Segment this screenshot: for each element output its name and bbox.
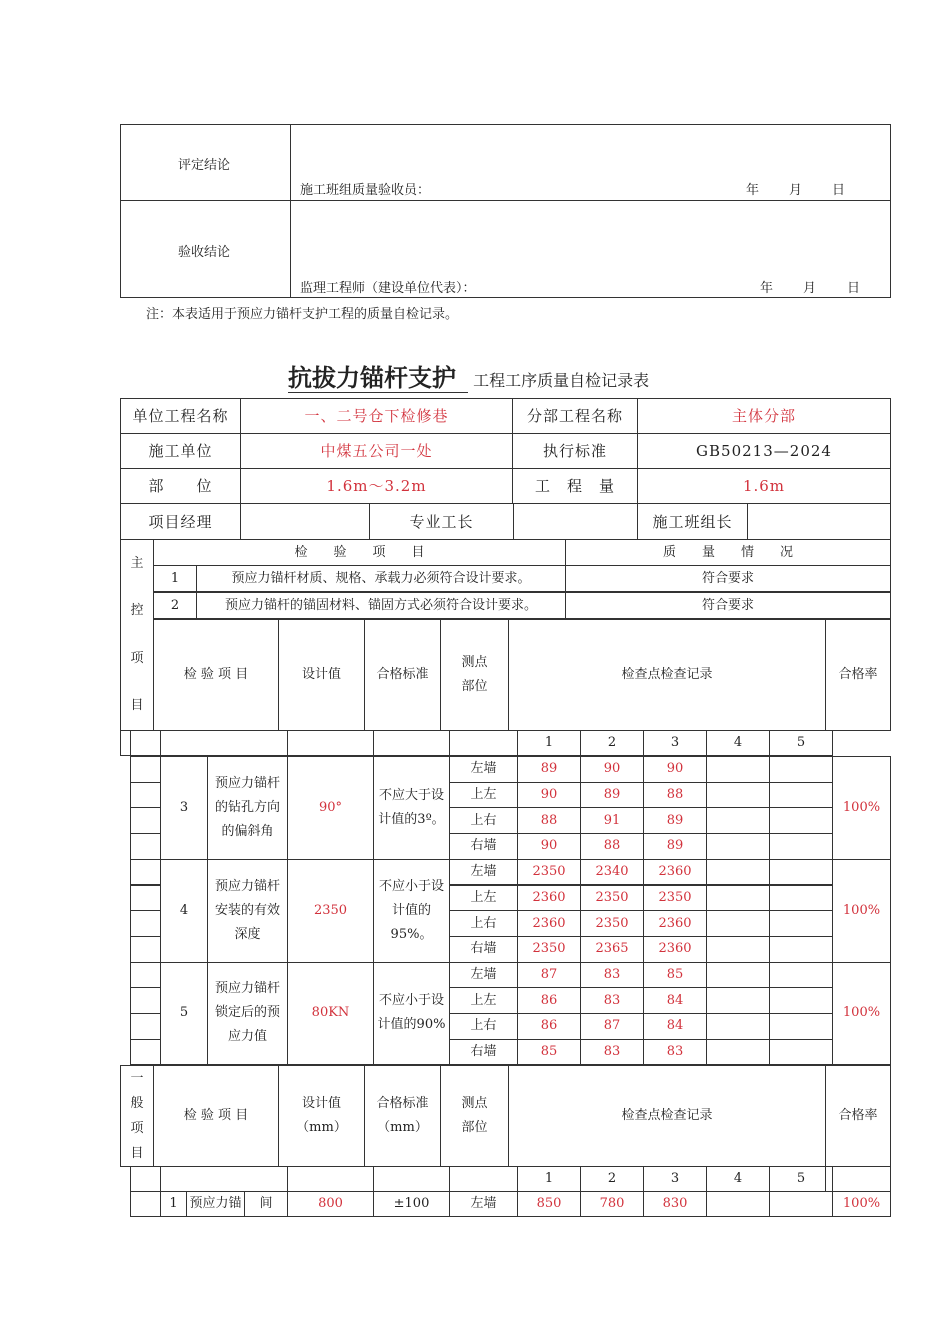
date-day: 日 — [847, 281, 861, 296]
measure-value — [706, 1039, 770, 1066]
general-col-item: 检 验 项 目 — [153, 1065, 279, 1167]
main-item-header: 检 验 项 目 — [153, 539, 566, 566]
blank — [130, 756, 161, 783]
measured-pass-rate: 100% — [832, 962, 891, 1066]
measure-value: 2360 — [643, 936, 707, 963]
main-control-side: 主 控 项 目 — [120, 539, 154, 731]
measure-value: 2350 — [580, 885, 644, 912]
measure-value: 88 — [517, 807, 581, 834]
measure-value — [706, 987, 770, 1014]
measure-value — [706, 859, 770, 886]
measured-design-value: 90° — [287, 756, 374, 860]
measure-value — [706, 962, 770, 989]
general-col-point: 测点 部位 — [440, 1065, 509, 1167]
col-standard-header: 合格标准 — [364, 619, 441, 731]
measure-value: 83 — [643, 1039, 707, 1066]
measure-value: 83 — [580, 987, 644, 1014]
measure-position: 上右 — [449, 1013, 518, 1040]
team-inspector-sign: 施工班组质量验收员： — [300, 183, 431, 198]
point-number: 5 — [769, 730, 833, 756]
measure-value: 90 — [643, 756, 707, 783]
date-year: 年 — [746, 183, 760, 198]
evaluation-label: 评定结论 — [178, 158, 231, 173]
general-item-no: 1 — [160, 1191, 187, 1217]
general-design-value: 800 — [287, 1191, 374, 1217]
measure-position: 上左 — [449, 987, 518, 1014]
measure-value: 87 — [580, 1013, 644, 1040]
blank — [373, 730, 450, 756]
measure-value — [769, 936, 833, 963]
blank — [130, 782, 161, 809]
date-month: 月 — [803, 281, 817, 296]
general-value — [769, 1191, 833, 1217]
blank — [130, 1013, 161, 1040]
measure-position: 上右 — [449, 910, 518, 937]
general-value: 850 — [517, 1191, 581, 1217]
measure-value — [706, 885, 770, 912]
general-item-name: 预应力锚 — [186, 1191, 245, 1217]
point-number: 3 — [643, 1166, 707, 1192]
measure-value: 86 — [517, 987, 581, 1014]
measure-position: 右墙 — [449, 833, 518, 860]
measure-value: 88 — [580, 833, 644, 860]
measure-value: 87 — [517, 962, 581, 989]
blank — [130, 987, 161, 1014]
measure-value: 91 — [580, 807, 644, 834]
measure-position: 上右 — [449, 807, 518, 834]
measure-value: 2360 — [517, 910, 581, 937]
col-point-header: 测点 部位 — [440, 619, 509, 731]
measure-value: 84 — [643, 987, 707, 1014]
measure-value — [769, 807, 833, 834]
blank — [287, 730, 374, 756]
general-pass-rate: 100% — [832, 1191, 891, 1217]
measure-value: 90 — [580, 756, 644, 783]
measured-design-value: 2350 — [287, 859, 374, 963]
point-number: 4 — [706, 730, 770, 756]
unit-project-label: 单位工程名称 — [120, 398, 241, 434]
measure-value: 2360 — [643, 910, 707, 937]
foreman-value — [513, 503, 638, 540]
measure-position: 右墙 — [449, 1039, 518, 1066]
blank — [449, 730, 518, 756]
measure-value: 2360 — [517, 885, 581, 912]
measure-position: 上左 — [449, 782, 518, 809]
blank — [130, 910, 161, 937]
sub-project-value: 主体分部 — [637, 398, 891, 434]
location-label: 部 位 — [120, 468, 241, 504]
title-main: 抗拔力锚杆支护 — [288, 363, 468, 393]
general-col-record: 检查点检查记录 — [508, 1065, 826, 1167]
measure-value: 2350 — [517, 936, 581, 963]
acceptance-label: 验收结论 — [178, 245, 231, 260]
blank — [373, 1166, 450, 1192]
measure-value: 2350 — [517, 859, 581, 886]
standard-value: GB50213—2024 — [637, 433, 891, 469]
general-side: 一 般 项 目 — [120, 1065, 154, 1167]
measured-standard: 不应大于设 计值的3º。 — [373, 756, 450, 860]
measure-value: 88 — [643, 782, 707, 809]
measure-position: 右墙 — [449, 936, 518, 963]
measured-design-value: 80KN — [287, 962, 374, 1066]
measured-item-name: 预应力锚杆 安装的有效 深度 — [207, 859, 288, 963]
measure-value: 90 — [517, 833, 581, 860]
blank — [130, 885, 161, 912]
main-item-no: 1 — [153, 565, 197, 592]
measured-item-name: 预应力锚杆 锁定后的预 应力值 — [207, 962, 288, 1066]
blank — [449, 1166, 518, 1192]
measure-value: 90 — [517, 782, 581, 809]
measure-value: 89 — [517, 756, 581, 783]
measured-pass-rate: 100% — [832, 859, 891, 963]
general-item-name-2: 间 — [244, 1191, 288, 1217]
title-sub: 工程工序质量自检记录表 — [473, 371, 650, 390]
measure-value: 85 — [643, 962, 707, 989]
measure-value — [706, 910, 770, 937]
main-item-result: 符合要求 — [565, 592, 891, 619]
point-number: 3 — [643, 730, 707, 756]
general-col-standard: 合格标准 （mm） — [364, 1065, 441, 1167]
measure-value: 84 — [643, 1013, 707, 1040]
blank — [130, 730, 161, 756]
measure-value — [769, 910, 833, 937]
foreman-label: 专业工长 — [369, 503, 514, 540]
measure-value — [706, 833, 770, 860]
quantity-label: 工 程 量 — [512, 468, 638, 504]
measured-standard: 不应小于设 计值的90% — [373, 962, 450, 1066]
conclusion-table — [120, 124, 891, 298]
measure-value — [706, 756, 770, 783]
measured-item-no: 5 — [160, 962, 208, 1066]
col-rate-header: 合格率 — [825, 619, 891, 731]
main-item-result: 符合要求 — [565, 565, 891, 592]
measure-value — [769, 962, 833, 989]
blank — [160, 1166, 288, 1192]
location-value: 1.6m～3.2m — [240, 468, 513, 504]
general-standard: ±100 — [373, 1191, 450, 1217]
team-leader-value — [747, 503, 891, 540]
standard-label: 执行标准 — [512, 433, 638, 469]
measure-value: 86 — [517, 1013, 581, 1040]
measure-value — [706, 807, 770, 834]
measure-value: 89 — [580, 782, 644, 809]
blank — [130, 1166, 161, 1192]
measure-value — [769, 756, 833, 783]
measure-value: 89 — [643, 807, 707, 834]
main-item-text: 预应力锚杆的锚固材料、锚固方式必须符合设计要求。 — [196, 592, 566, 619]
general-col-design: 设计值 （mm） — [278, 1065, 365, 1167]
blank — [825, 1166, 891, 1192]
team-leader-label: 施工班组长 — [637, 503, 748, 540]
measure-value — [769, 987, 833, 1014]
measured-item-no: 4 — [160, 859, 208, 963]
point-number: 5 — [769, 1166, 833, 1192]
measure-value: 83 — [580, 1039, 644, 1066]
measure-value: 85 — [517, 1039, 581, 1066]
col-record-header: 检查点检查记录 — [508, 619, 826, 731]
measure-value — [769, 885, 833, 912]
measure-position: 左墙 — [449, 962, 518, 989]
page-title — [288, 358, 649, 393]
measure-value — [706, 782, 770, 809]
blank — [130, 1191, 161, 1217]
general-value: 780 — [580, 1191, 644, 1217]
measure-value: 2365 — [580, 936, 644, 963]
measured-item-no: 3 — [160, 756, 208, 860]
sub-project-label: 分部工程名称 — [512, 398, 638, 434]
table-note: 注：本表适用于预应力锚杆支护工程的质量自检记录。 — [146, 307, 459, 322]
measure-value: 2360 — [643, 859, 707, 886]
contractor-value: 中煤五公司一处 — [240, 433, 513, 469]
main-result-header: 质 量 情 况 — [565, 539, 891, 566]
pm-label: 项目经理 — [120, 503, 241, 540]
point-number: 4 — [706, 1166, 770, 1192]
main-item-no: 2 — [153, 592, 197, 619]
general-value: 830 — [643, 1191, 707, 1217]
measured-pass-rate: 100% — [832, 756, 891, 860]
measure-value — [769, 859, 833, 886]
measure-value: 2340 — [580, 859, 644, 886]
measure-value — [769, 833, 833, 860]
contractor-label: 施工单位 — [120, 433, 241, 469]
measure-value: 2350 — [643, 885, 707, 912]
date-day: 日 — [832, 183, 846, 198]
quantity-value: 1.6m — [637, 468, 891, 504]
measured-item-name: 预应力锚杆 的钻孔方向 的偏斜角 — [207, 756, 288, 860]
point-number: 2 — [580, 1166, 644, 1192]
measure-value — [769, 1039, 833, 1066]
measure-position: 上左 — [449, 885, 518, 912]
blank — [130, 859, 161, 886]
general-col-rate: 合格率 — [825, 1065, 891, 1167]
blank — [130, 807, 161, 834]
blank — [130, 1039, 161, 1066]
point-number: 1 — [517, 1166, 581, 1192]
measure-value: 83 — [580, 962, 644, 989]
measure-value: 2350 — [580, 910, 644, 937]
blank — [287, 1166, 374, 1192]
measured-standard: 不应小于设 计值的 95%。 — [373, 859, 450, 963]
date-month: 月 — [789, 183, 803, 198]
general-value — [706, 1191, 770, 1217]
blank — [130, 833, 161, 860]
blank — [130, 962, 161, 989]
supervisor-sign: 监理工程师（建设单位代表）： — [300, 281, 476, 296]
measure-value: 89 — [643, 833, 707, 860]
measure-value — [769, 782, 833, 809]
blank — [160, 730, 288, 756]
point-number: 2 — [580, 730, 644, 756]
point-number: 1 — [517, 730, 581, 756]
measure-position: 左墙 — [449, 756, 518, 783]
general-position: 左墙 — [449, 1191, 518, 1217]
blank — [130, 936, 161, 963]
measure-value — [706, 1013, 770, 1040]
main-item-text: 预应力锚杆材质、规格、承载力必须符合设计要求。 — [196, 565, 566, 592]
pm-value — [240, 503, 370, 540]
date-year: 年 — [760, 281, 774, 296]
measure-value — [706, 936, 770, 963]
measure-value — [769, 1013, 833, 1040]
col-design-header: 设计值 — [278, 619, 365, 731]
measure-position: 左墙 — [449, 859, 518, 886]
col-item-header: 检 验 项 目 — [153, 619, 279, 731]
unit-project-value: 一、二号仓下检修巷 — [240, 398, 513, 434]
